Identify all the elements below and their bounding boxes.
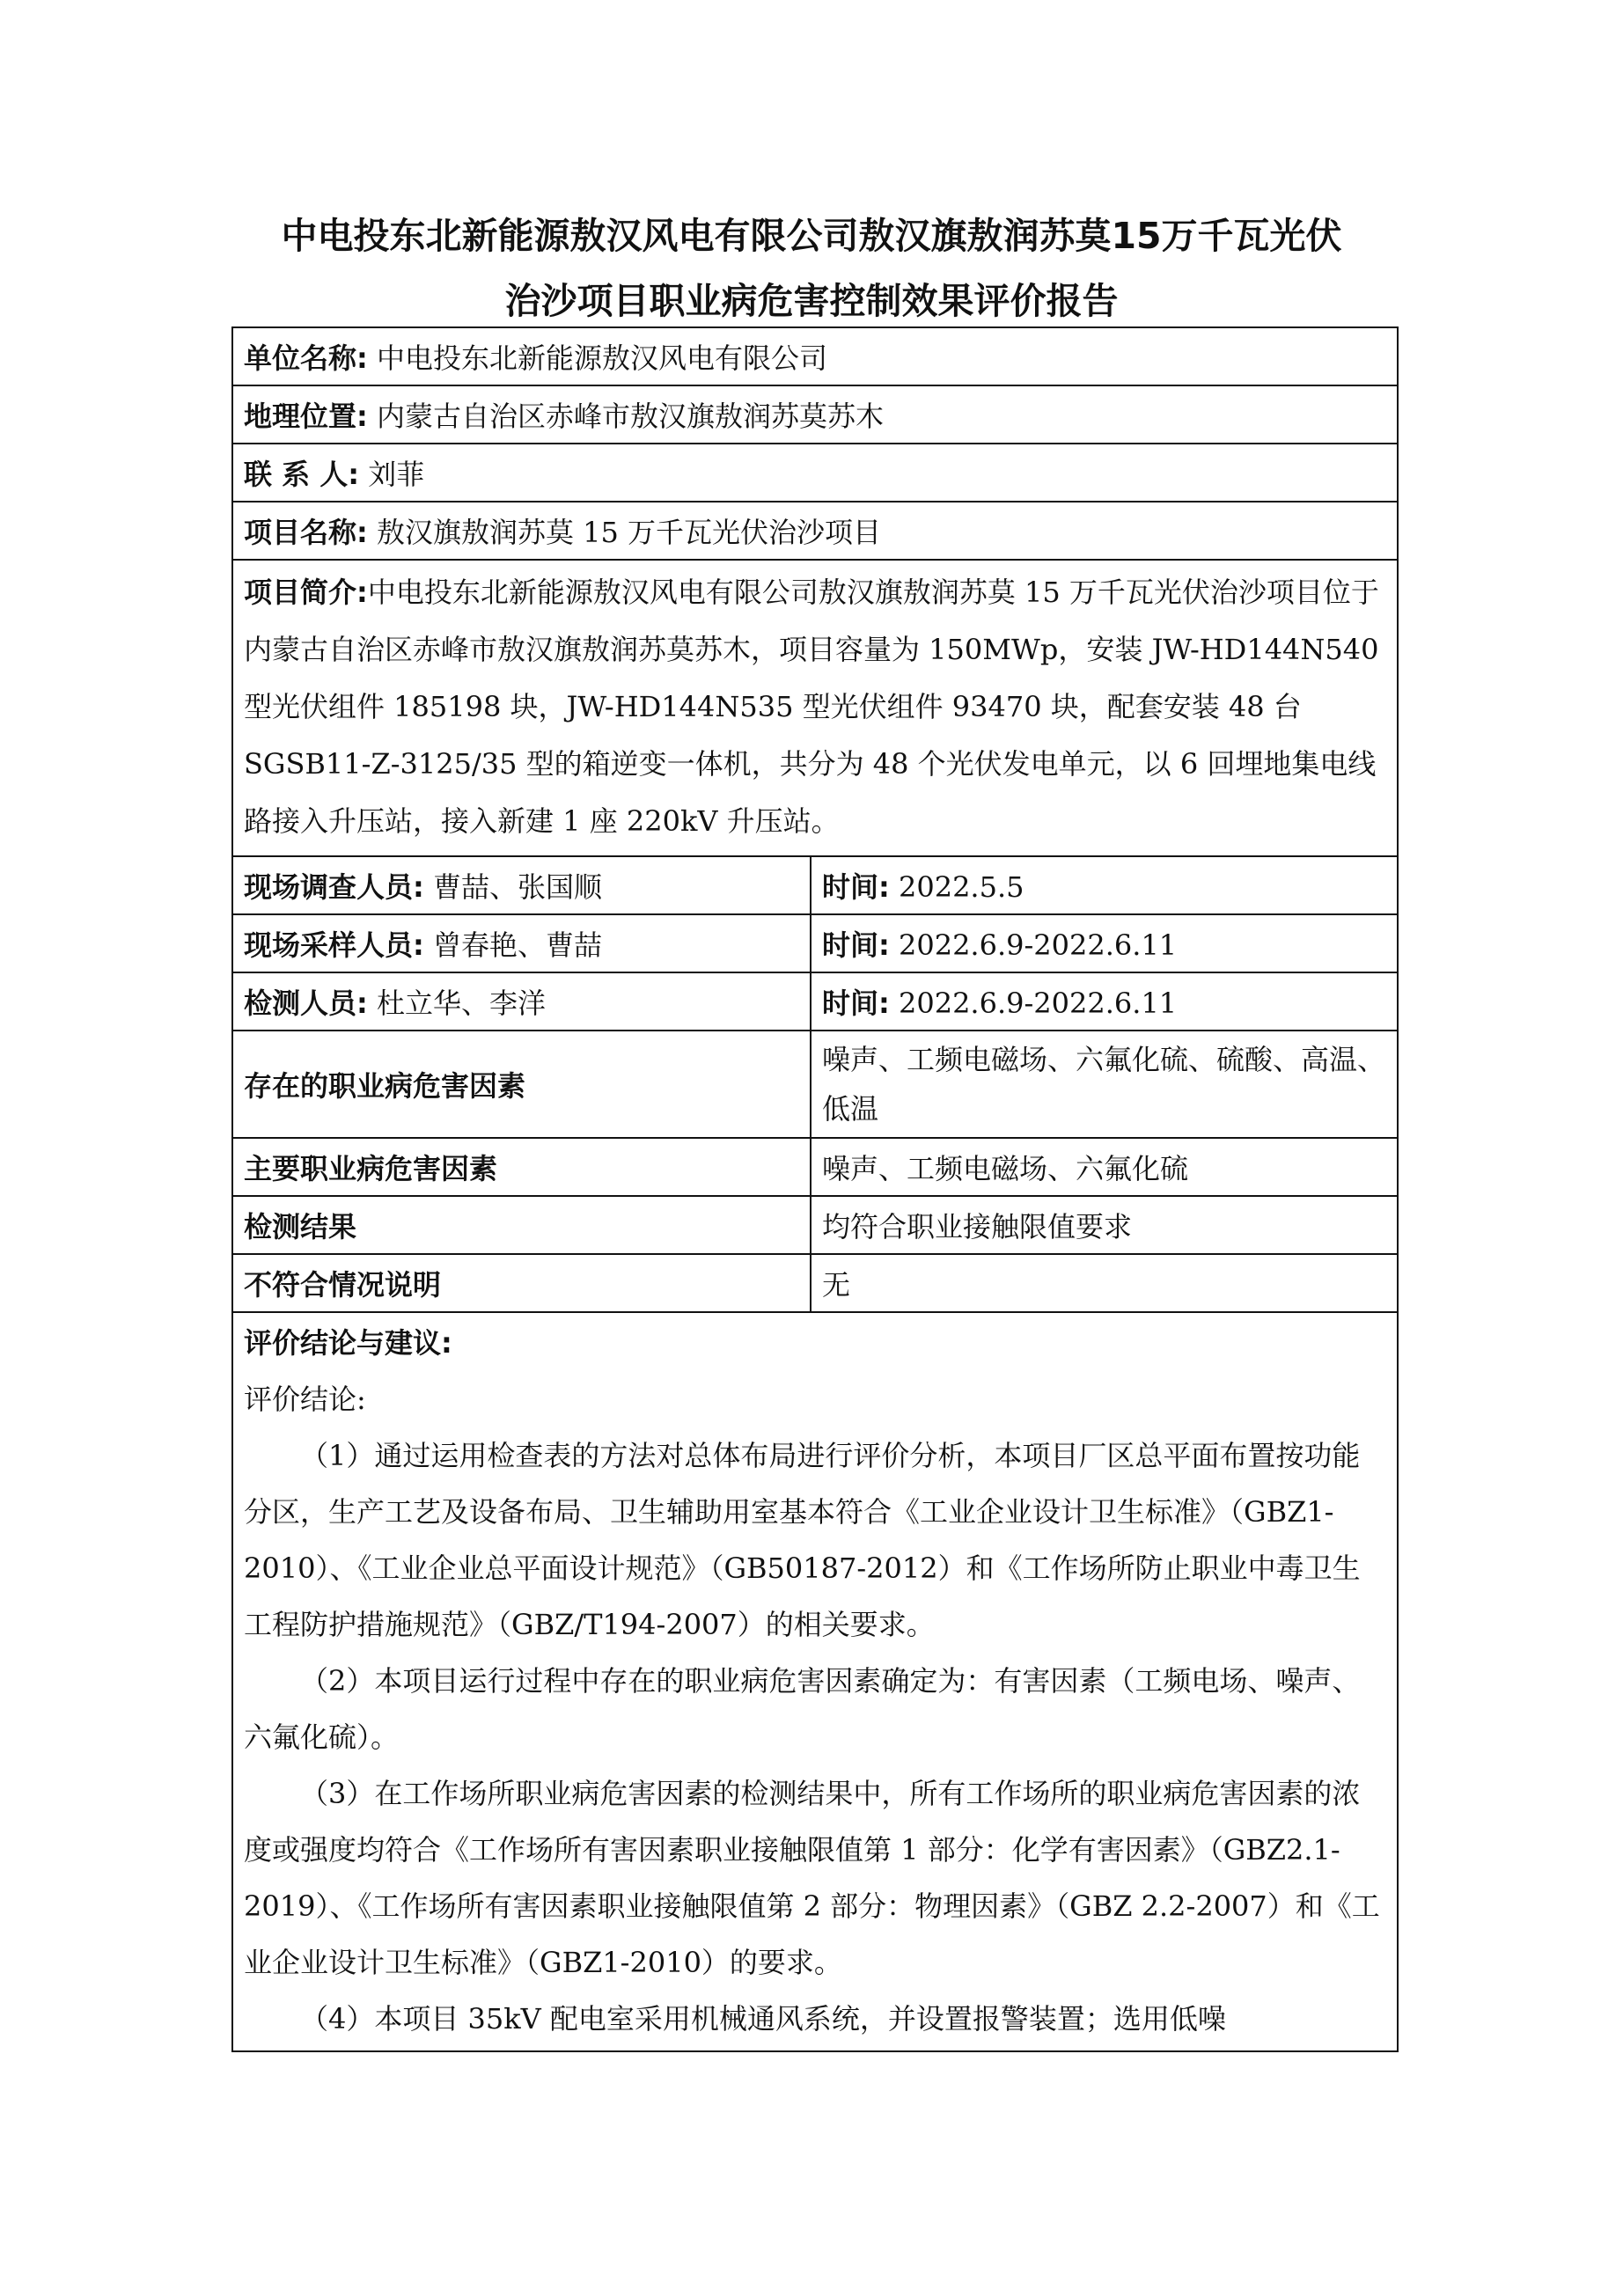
report-table: [231, 326, 1399, 2052]
main-factors-row: [232, 1138, 1398, 1196]
unit-row: [232, 327, 1398, 385]
sampling-time-label: 时间:: [822, 928, 890, 962]
project-label: 项目名称:: [244, 516, 368, 549]
sampling-row: [232, 914, 1398, 972]
survey-value: 曹喆、张国顺: [432, 870, 602, 904]
nonconform-value: 无: [811, 1254, 1398, 1312]
survey-time-label: 时间:: [822, 870, 890, 904]
testing-row: [232, 972, 1398, 1031]
contact-row: [232, 444, 1398, 502]
existing-factors-label: 存在的职业病危害因素: [232, 1031, 811, 1138]
survey-label: 现场调查人员:: [244, 870, 424, 904]
project-row: [232, 502, 1398, 560]
location-value: 内蒙古自治区赤峰市敖汉旗敖润苏莫苏木: [376, 400, 884, 433]
conclusion-paragraph-3: （3）在工作场所职业病危害因素的检测结果中，所有工作场所的职业病危害因素的浓度或强度均符合《工作场所有害因素职业接触限值第 1 部分：化学有害因素》（GBZ2.1-2019）、《工作场所有害因素职业接触限值第 2 部分：物理因素》（GBZ 2.2-2007）和《工业企业设计卫生标准》（GBZ1-2010）的要求。: [244, 1777, 1380, 1979]
result-label: 检测结果: [232, 1196, 811, 1254]
conclusion-paragraph-1: （1）通过运用检查表的方法对总体布局进行评价分析，本项目厂区总平面布置按功能分区，生产工艺及设备布局、卫生辅助用室基本符合《工业企业设计卫生标准》（GBZ1-2010）、《工业企业总平面设计规范》（GB50187-2012）和《工作场所防止职业中毒卫生工程防护措施规范》（GBZ/T194-2007）的相关要求。: [244, 1439, 1361, 1641]
result-value: 均符合职业接触限值要求: [811, 1196, 1398, 1254]
sampling-value: 曾春艳、曹喆: [432, 928, 602, 962]
survey-time-value: 2022.5.5: [898, 870, 1024, 904]
unit-label: 单位名称:: [244, 341, 368, 375]
conclusion-paragraph-2: （2）本项目运行过程中存在的职业病危害因素确定为：有害因素（工频电场、噪声、六氟化硫）。: [244, 1664, 1361, 1754]
survey-row: [232, 856, 1398, 914]
testing-value: 杜立华、李洋: [376, 987, 546, 1020]
report-title-line1: 中电投东北新能源敖汉风电有限公司敖汉旗敖润苏莫15万千瓦光伏: [281, 215, 1342, 257]
intro-label: 项目简介:: [244, 576, 368, 609]
testing-label: 检测人员:: [244, 987, 368, 1020]
sampling-label: 现场采样人员:: [244, 928, 424, 962]
report-title-line2: 治沙项目职业病危害控制效果评价报告: [504, 280, 1119, 322]
conclusion-paragraph-4: （4）本项目 35kV 配电室采用机械通风系统，并设置报警装置；选用低噪: [300, 2002, 1226, 2036]
intro-text: 中电投东北新能源敖汉风电有限公司敖汉旗敖润苏莫 15 万千瓦光伏治沙项目位于内蒙古自治区赤峰市敖汉旗敖润苏莫苏木，项目容量为 150MWp，安装 JW-HD144N540 型光伏组件 185198 块，JW-HD144N535 型光伏组件 93470 块，配套安装 48 台 SGSB11-Z-3125/35 型的箱逆变一体机，共分为 48 个光伏发电单元，以 6 回埋地集电线路接入升压站，接入新建 1 座 220kV 升压站。: [244, 576, 1379, 838]
existing-factors-value: 噪声、工频电磁场、六氟化硫、硫酸、高温、低温: [811, 1031, 1398, 1138]
existing-factors-row: [232, 1031, 1398, 1138]
conclusion-row: [232, 1312, 1398, 2051]
location-label: 地理位置:: [244, 400, 368, 433]
contact-label: 联 系 人:: [244, 458, 360, 491]
nonconform-row: [232, 1254, 1398, 1312]
result-row: [232, 1196, 1398, 1254]
intro-row: [232, 560, 1398, 856]
testing-time-label: 时间:: [822, 987, 890, 1020]
project-value: 敖汉旗敖润苏莫 15 万千瓦光伏治沙项目: [376, 516, 882, 549]
location-row: [232, 385, 1398, 444]
testing-time-value: 2022.6.9-2022.6.11: [898, 987, 1178, 1020]
conclusion-heading: 评价结论与建议:: [244, 1326, 452, 1360]
unit-value: 中电投东北新能源敖汉风电有限公司: [376, 341, 827, 375]
conclusion-sub: 评价结论:: [244, 1383, 366, 1416]
main-factors-value: 噪声、工频电磁场、六氟化硫: [811, 1138, 1398, 1196]
sampling-time-value: 2022.6.9-2022.6.11: [898, 928, 1178, 962]
nonconform-label: 不符合情况说明: [232, 1254, 811, 1312]
contact-value: 刘菲: [368, 458, 425, 491]
main-factors-label: 主要职业病危害因素: [232, 1138, 811, 1196]
